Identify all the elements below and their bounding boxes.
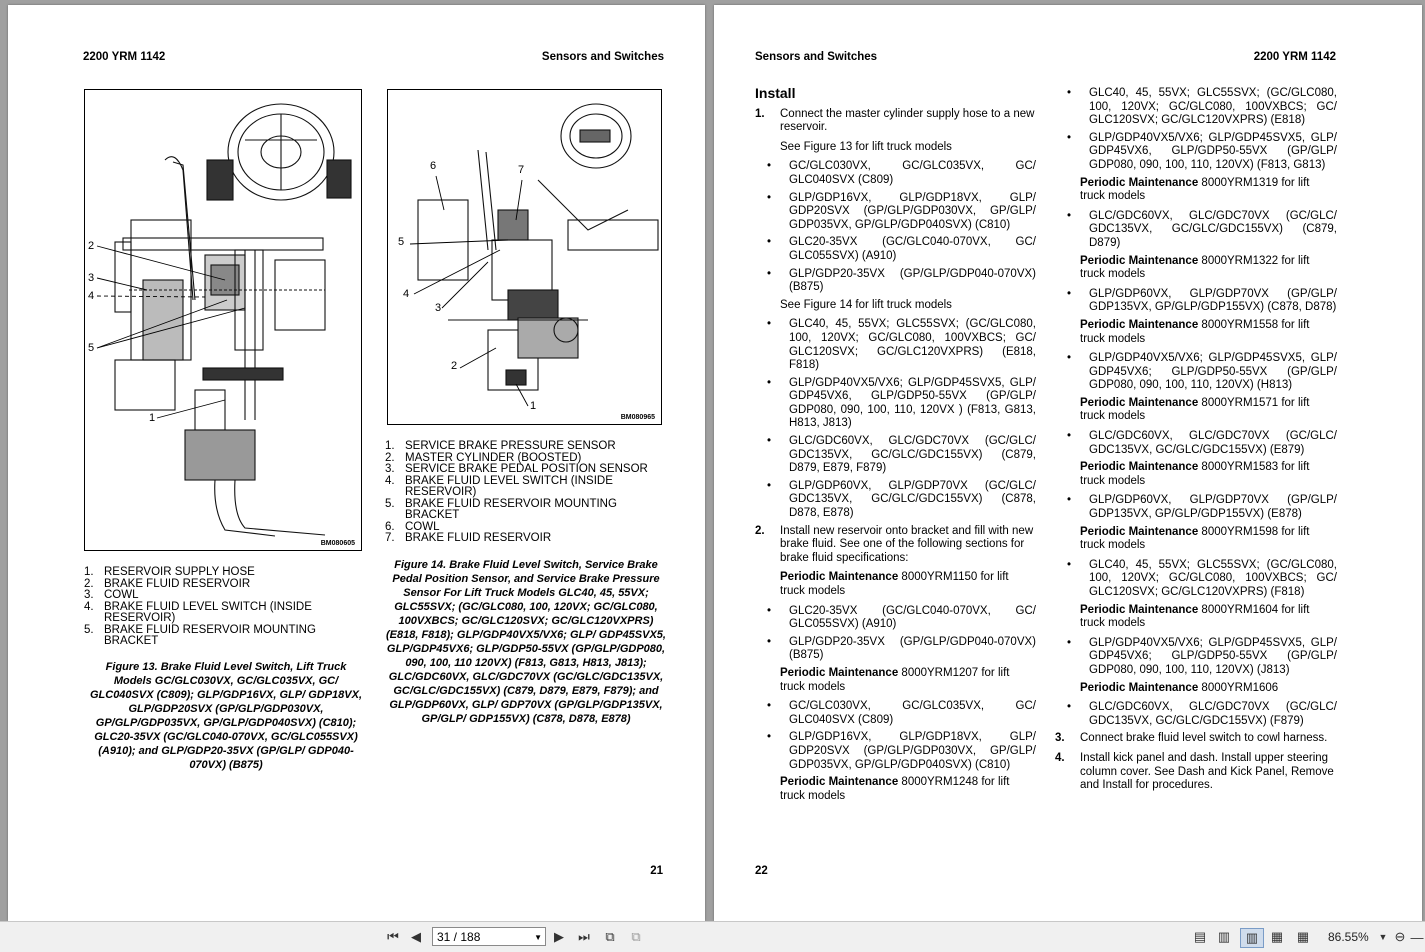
legend-item: 2. BRAKE FLUID RESERVOIR <box>84 577 251 590</box>
figure14-callout: 2 <box>451 360 458 372</box>
legend-item: 1. RESERVOIR SUPPLY HOSE <box>84 566 255 578</box>
step-text: Connect the master cylinder supply hose to a new reservoir. <box>780 107 1035 134</box>
instruction-step <box>755 525 1036 566</box>
model-list-item: • GLC40, 45, 55VX; GLC55SVX; (GC/GLC080, 100, 120VX; GC/GLC080, 100VXBCS; GC/ GLC120SVX; GC/GLC120VXPRS) (E818, F818) <box>755 318 1036 372</box>
figure-14-legend <box>385 441 660 545</box>
model-list-item: • GLC/GDC60VX, GLC/GDC70VX (GC/GLC/ GDC135VX, GC/GLC/GDC155VX) (C879, D879, E879, F879) <box>755 435 1036 476</box>
model-list-item: • GLP/GDP60VX, GLP/GDP70VX (GP/GLP/ GDP135VX, GP/GLP/GDP155VX) (E878) <box>1055 494 1337 521</box>
maintenance-title: Periodic Maintenance <box>780 666 899 679</box>
figure14-callout: 4 <box>403 288 410 300</box>
figure-13-code: BM080605 <box>320 540 355 547</box>
cover-view-icon[interactable]: ▦ <box>1296 929 1310 944</box>
previous-page-icon[interactable]: ◀ <box>411 929 421 944</box>
maintenance-title: Periodic Maintenance <box>1080 176 1199 189</box>
model-list-item: • GC/GLC030VX, GC/GLC035VX, GC/ GLC040SVX (C809) <box>755 160 1036 187</box>
continuous-facing-view-icon[interactable]: ▦ <box>1270 929 1284 944</box>
legend-item: 6. COWL <box>385 520 440 533</box>
maintenance-text: 8000YRM1558 for lift truck models <box>1080 318 1310 345</box>
last-page-icon[interactable]: ⏭ <box>578 929 590 944</box>
figure14-callout: 1 <box>530 400 537 412</box>
maintenance-title: Periodic Maintenance <box>1080 318 1199 331</box>
page-header-left: Sensors and Switches <box>755 51 878 63</box>
maintenance-title: Periodic Maintenance <box>1080 525 1199 538</box>
figure-14-caption: Figure 14. Brake Fluid Level Switch, Service Brake Pedal Position Sensor, and Service Brake Pressure Sensor For Lift Truck Models GLC40, 45, 55VX; GLC55SVX; (GC/GLC080, 100, 120VX; GC/GLC080, 100VXBCS; GC/GLC120SVX; GC/GLC120VXPRS) (E818, F818); GLP/GDP40VX5/VX6; GLP/ GDP45SVX5, GLP/GDP45VX6; GLP/GDP50-55VX (GP/GLP/GDP080, 090, 100, 110 120VX) (F813, G813, H813, J813); GLC/GDC60VX, GLC/GDC70VX (GC/GLC/GDC135VX, GC/GLC/GDC155VX) (C879, D879, E879, F879); and GLP/GDP60VX, GLP/ GDP70VX (GP/GLP/GDP135VX, GP/GLP/ GDP155VX) (C878, D878, E878) <box>385 559 666 725</box>
continuous-view-icon[interactable]: ▥ <box>1217 929 1231 944</box>
model-list-item: • GC/GLC030VX, GC/GLC035VX, GC/ GLC040SVX (C809) <box>755 700 1036 727</box>
model-list-item: • GLP/GDP20-35VX (GP/GLP/GDP040-070VX) (B875) <box>755 268 1036 295</box>
figure14-callout: 3 <box>435 302 442 314</box>
figure-reference: See Figure 14 for lift truck models <box>780 298 952 311</box>
maintenance-reference <box>1055 319 1337 346</box>
zoom-level[interactable]: 86.55% <box>1328 930 1369 944</box>
figure13-callout: 5 <box>88 342 95 354</box>
figure-13-legend <box>84 567 354 648</box>
page-header-right: Sensors and Switches <box>541 51 664 63</box>
model-list-item: • GLC/GDC60VX, GLC/GDC70VX (GC/GLC/ GDC135VX, GC/GLC/GDC155VX) (E879) <box>1055 430 1337 457</box>
model-list-item: • GLP/GDP16VX, GLP/GDP18VX, GLP/ GDP20SVX (GP/GLP/GDP030VX, GP/GLP/ GDP035VX, GP/GLP/GDP040SVX) (C810) <box>755 731 1036 772</box>
facing-pages-view-icon[interactable]: ▥ <box>1240 928 1264 948</box>
step-number: 4. <box>1055 751 1065 764</box>
maintenance-reference <box>1055 604 1337 631</box>
maintenance-text: 8000YRM1150 for lift truck models <box>780 571 1009 597</box>
maintenance-text: 8000YRM1319 for lift truck models <box>1080 176 1310 203</box>
figure13-callout: 4 <box>88 290 95 302</box>
figure13-callout: 1 <box>149 412 156 424</box>
figure14-callout: 5 <box>398 236 405 248</box>
maintenance-text: 8000YRM1322 for lift truck models <box>1080 254 1310 281</box>
model-list-item: • GLP/GDP60VX, GLP/GDP70VX (GC/GLC/ GDC135VX, GC/GLC/GDC155VX) (C878, D878, E878) <box>755 480 1036 521</box>
figure-13-illustration <box>84 89 362 551</box>
maintenance-title: Periodic Maintenance <box>780 776 899 789</box>
page-number: 22 <box>755 865 768 877</box>
figure-13-caption: Figure 13. Brake Fluid Level Switch, Lift Truck Models GC/GLC030VX, GC/GLC035VX, GC/ GLC040SVX (C809); GLP/GDP16VX, GLP/ GDP18VX, GLP/GDP20SVX (GP/GLP/GDP030VX, GP/GLP/GDP035VX, GP/GLP/GDP040SVX) (C810); GLC20-35VX (GC/GLC040-070VX, GC/GLC055SVX) (A910); and GLP/GDP20-35VX (GP/GLP/ GDP040-070VX) (B875) <box>89 661 363 771</box>
maintenance-text: 8000YRM1598 for lift truck models <box>1080 525 1310 552</box>
maintenance-reference <box>1055 461 1337 488</box>
model-list-item: • GLC/GDC60VX, GLC/GDC70VX (GC/GLC/ GDC135VX, GC/GLC/GDC155VX) (C879, D879) <box>1055 210 1337 251</box>
model-list-item: • GLC40, 45, 55VX; GLC55SVX; (GC/GLC080, 100, 120VX; GC/GLC080, 100VXBCS; GC/ GLC120SVX; GC/GLC120VXPRS) (F818) <box>1055 559 1337 600</box>
brake-system-drawing-13 <box>85 90 361 550</box>
page-header-right: 2200 YRM 1142 <box>1253 51 1336 63</box>
instruction-step <box>1055 732 1337 746</box>
section-title: Install <box>755 85 796 101</box>
legend-item: 3. COWL <box>84 589 139 601</box>
legend-item: 5. BRAKE FLUID RESERVOIR MOUNTING BRACKET <box>84 623 316 647</box>
first-page-icon[interactable]: ⏮ <box>387 929 399 944</box>
model-list-item: • GLP/GDP20-35VX (GP/GLP/GDP040-070VX) (B875) <box>755 636 1036 663</box>
maintenance-reference <box>1055 397 1337 424</box>
maintenance-title: Periodic Maintenance <box>1080 396 1199 409</box>
maintenance-text: 8000YRM1248 for lift truck models <box>780 776 1010 802</box>
step-number: 3. <box>1055 732 1065 745</box>
page-number: 21 <box>650 865 663 877</box>
column-1-content <box>755 108 1036 804</box>
page-number-input[interactable] <box>432 927 546 946</box>
next-page-icon[interactable]: ▶ <box>554 929 564 944</box>
figure-reference: See Figure 13 for lift truck models <box>780 140 952 153</box>
zoom-slider[interactable]: — <box>1410 929 1424 945</box>
instruction-step <box>1055 752 1337 793</box>
maintenance-reference <box>755 667 1036 694</box>
figure13-callout: 3 <box>88 272 95 284</box>
rotate-page-icon[interactable]: ⧉ <box>605 929 615 944</box>
maintenance-reference <box>755 571 1036 598</box>
figure14-callout: 7 <box>518 164 525 176</box>
chevron-down-icon[interactable]: ▼ <box>534 933 542 942</box>
copy-page-icon[interactable]: ⧉ <box>631 929 641 944</box>
maintenance-title: Periodic Maintenance <box>1080 681 1199 694</box>
figure13-callout: 2 <box>88 240 95 252</box>
viewer-toolbar <box>0 921 1425 952</box>
step-text: Install kick panel and dash. Install upper steering column cover. See Dash and Kick Panel, Remove and Install for procedures. <box>1080 751 1334 792</box>
maintenance-reference <box>1055 526 1337 553</box>
step-number: 2. <box>755 524 765 537</box>
maintenance-title: Periodic Maintenance <box>1080 254 1199 267</box>
model-list-item: • GLP/GDP40VX5/VX6; GLP/GDP45SVX5, GLP/ GDP45VX6; GLP/GDP50-55VX (GP/GLP/ GDP080, 090, 100, 110, 120VX) (J813) <box>1055 637 1337 678</box>
page-22 <box>714 5 1422 921</box>
column-2-content <box>1055 87 1337 793</box>
maintenance-title: Periodic Maintenance <box>780 571 899 584</box>
maintenance-reference <box>1055 177 1337 204</box>
instructions-column-2 <box>1055 87 1337 799</box>
model-list-item: • GLC20-35VX (GC/GLC040-070VX, GC/ GLC055SVX) (A910) <box>755 605 1036 632</box>
model-list-item: • GLP/GDP60VX, GLP/GDP70VX (GP/GLP/ GDP135VX, GP/GLP/GDP155VX) (C878, D878) <box>1055 288 1337 315</box>
zoom-out-icon[interactable]: ⊖ <box>1394 929 1406 944</box>
page-indicator: 31 / 188 <box>437 930 481 944</box>
legend-item: 2. MASTER CYLINDER (BOOSTED) <box>385 451 582 464</box>
model-list-item: • GLP/GDP16VX, GLP/GDP18VX, GLP/ GDP20SVX (GP/GLP/GDP030VX, GP/GLP/ GDP035VX, GP/GLP/GDP040SVX) (C810) <box>755 192 1036 233</box>
maintenance-title: Periodic Maintenance <box>1080 603 1199 616</box>
page-header-left: 2200 YRM 1142 <box>83 51 166 63</box>
step-number: 1. <box>755 107 765 120</box>
maintenance-text: 8000YRM1606 <box>1198 681 1279 694</box>
maintenance-title: Periodic Maintenance <box>1080 461 1199 474</box>
maintenance-text: 8000YRM1583 for lift truck models <box>1080 461 1310 487</box>
model-list-item: • GLC40, 45, 55VX; GLC55SVX; (GC/GLC080, 100, 120VX; GC/GLC080, 100VXBCS; GC/ GLC120SVX; GC/GLC120VXPRS) (E818) <box>1055 87 1337 128</box>
legend-item: 1. SERVICE BRAKE PRESSURE SENSOR <box>385 440 616 452</box>
legend-item: 4. BRAKE FLUID LEVEL SWITCH (INSIDE RESERVOIR) <box>84 600 312 624</box>
maintenance-reference <box>1055 682 1337 696</box>
legend-item: 5. BRAKE FLUID RESERVOIR MOUNTING BRACKET <box>385 497 617 521</box>
step-text: Connect brake fluid level switch to cowl harness. <box>1080 732 1328 745</box>
maintenance-text: 8000YRM1207 for lift truck models <box>780 666 1010 693</box>
legend-item: 3. SERVICE BRAKE PEDAL POSITION SENSOR <box>385 463 648 475</box>
maintenance-text: 8000YRM1571 for lift truck models <box>1080 396 1310 423</box>
maintenance-reference <box>755 776 1036 803</box>
single-page-view-icon[interactable]: ▤ <box>1193 929 1207 944</box>
maintenance-reference <box>1055 255 1337 282</box>
maintenance-text: 8000YRM1604 for lift truck models <box>1080 603 1310 630</box>
step-text: Install new reservoir onto bracket and fill with new brake fluid. See one of the following sections for brake fluid specifications: <box>780 524 1034 564</box>
figure-14-code: BM080965 <box>620 414 655 421</box>
model-list-item: • GLP/GDP40VX5/VX6; GLP/GDP45SVX5, GLP/ GDP45VX6, GLP/GDP50-55VX (GP/GLP/ GDP080, 090, 100, 110, 120VX) (F813, G813) <box>1055 132 1337 173</box>
model-list-item: • GLC20-35VX (GC/GLC040-070VX, GC/ GLC055SVX) (A910) <box>755 236 1036 263</box>
page-21 <box>8 5 705 921</box>
model-list-item: • GLP/GDP40VX5/VX6; GLP/GDP45SVX5, GLP/ GDP45VX6, GLP/GDP50-55VX (GP/GLP/ GDP080, 090, 100, 110, 120VX ) (F813, G813, H813, J813) <box>755 377 1036 431</box>
figure-14-illustration <box>387 89 662 425</box>
instruction-step <box>755 108 1036 135</box>
model-list-item: • GLC/GDC60VX, GLC/GDC70VX (GC/GLC/ GDC135VX, GC/GLC/GDC155VX) (F879) <box>1055 701 1337 728</box>
model-list-item: • GLP/GDP40VX5/VX6; GLP/GDP45SVX5, GLP/ GDP45VX6; GLP/GDP50-55VX (GP/GLP/ GDP080, 090, 100, 110, 120VX) (H813) <box>1055 352 1337 393</box>
brake-system-drawing-14 <box>388 90 661 424</box>
instructions-column-1 <box>755 87 1036 809</box>
legend-item: 4. BRAKE FLUID LEVEL SWITCH (INSIDE RESERVOIR) <box>385 474 613 498</box>
legend-item: 7. BRAKE FLUID RESERVOIR <box>385 532 552 544</box>
figure14-callout: 6 <box>430 160 437 172</box>
zoom-dropdown-icon[interactable]: ▼ <box>1378 932 1388 942</box>
